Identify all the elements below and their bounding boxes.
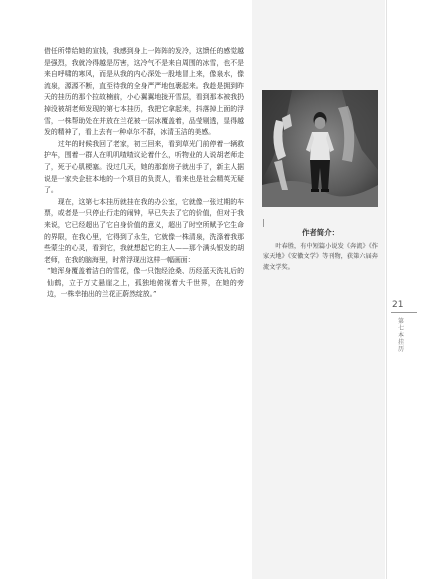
page-margin-divider bbox=[386, 0, 387, 579]
author-photo-image bbox=[262, 90, 378, 207]
author-heading bbox=[263, 228, 378, 239]
running-section-label: 第七本挂历 bbox=[398, 318, 405, 353]
author-photo bbox=[262, 90, 378, 207]
article-quote: “她浑身覆盖着洁白的雪花，像一只饱经沧桑、历经蓝天洗礼后的仙鹤，立于万丈悬崖之上，孤独地俯视着大千世界，在她的旁边，一株幸抽出的兰花正蔚然绽放。” bbox=[47, 267, 244, 299]
author-bio: 叶春胜，有中短篇小说发《奔流》《作家天地》《安徽文学》等刊物，获第六届奔流文学奖。 bbox=[263, 242, 378, 271]
author-heading-tick bbox=[263, 219, 264, 227]
article-paragraph-3: 现在，这第七本挂历就挂在我的办公室，它就像一张过期的车票，或者是一只停止行走的闹钟，早已失去了它的价值，但对于我来说，它已经超出了它自身价值的意义，超出了时空所赋予它生命的界限，在我心里，它得到了永生，它就像一株清泉，洗涤着我那些蒙尘的心灵，看到它，我就想起它的主人——那个满头银发的胡老师，在我的脑海里，时常浮现出这样一幅画面： bbox=[44, 197, 244, 264]
sidebar-background bbox=[252, 0, 385, 579]
article-paragraph-2: 过年的时候我回了老家，初三回来，看到草光门前停着一辆救护车，围着一群人在叽叽喳喳议论着什么，听物业的人说胡老师走了，死于心肌梗塞。没过几天，她的那套房子就出手了，新主人据说是一家央企驻本地的一个项目的负责人，看来也是社会精英无疑了。 bbox=[44, 139, 244, 195]
article-body bbox=[44, 46, 244, 301]
page-number-rule bbox=[391, 312, 417, 313]
page-number: 21 bbox=[392, 300, 404, 310]
article-paragraph-1: 借任所带给她的宣钱，我感到身上一阵阵的发冷，这馈任的感觉越是强烈，我就冷得越是厉害，这冷气不是来自周围的冰雪，也不是来自呼啸的寒风，而是从我的内心深处一股地冒上来，像泉水，像流泉，源源不断，直至待我的全身严严地包裹起来。我趁是拥到昨天的挂历的那个拉故楠前，小心翼翼地拢开雪层，看到那本被我扔掉没被胡老师发现的第七本挂历，我把它拿起来，抖落掉上面的浮雪，一株帮助处在并放在兰花被一层冰覆盖着，品莹剔透，显得越发的精神了，看上去有一种卓尔不群，冰清玉洁的美感。 bbox=[44, 47, 244, 137]
author-caption bbox=[263, 228, 378, 273]
author-heading-text: 作者简介： bbox=[302, 228, 339, 237]
